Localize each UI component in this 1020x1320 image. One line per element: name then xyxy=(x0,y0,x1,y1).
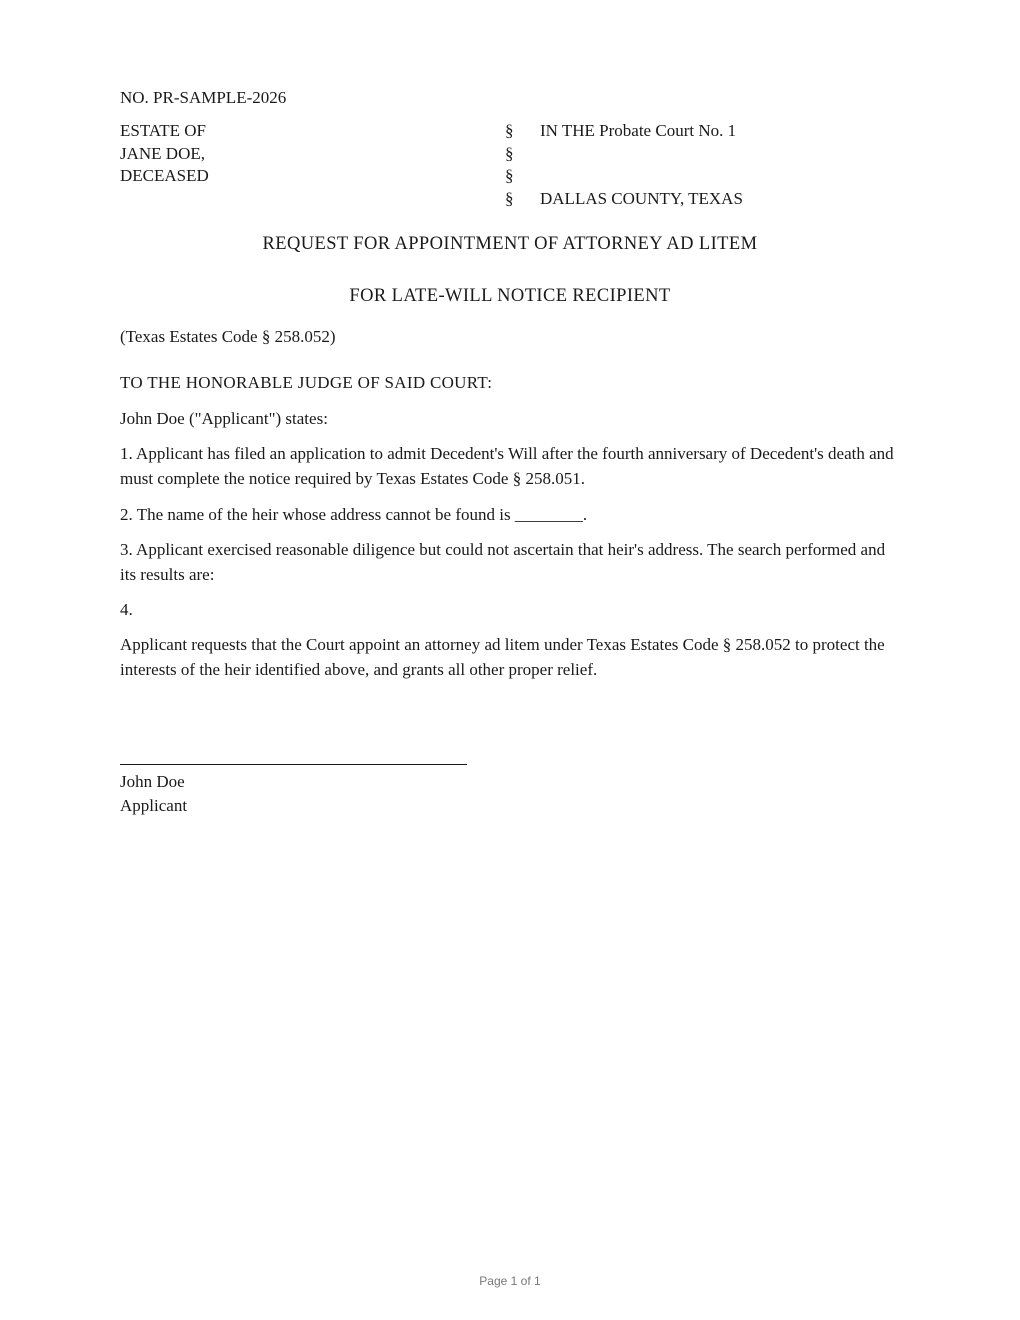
intro-statement: John Doe ("Applicant") states: xyxy=(120,409,328,428)
document-subtitle: FOR LATE-WILL NOTICE RECIPIENT xyxy=(349,286,671,306)
statute-reference: (Texas Estates Code § 258.052) xyxy=(120,327,336,346)
signatory-name: John Doe xyxy=(120,772,185,791)
section-mark: § xyxy=(505,166,514,185)
salutation: TO THE HONORABLE JUDGE OF SAID COURT: xyxy=(120,373,493,392)
court-name: IN THE Probate Court No. 1 xyxy=(540,121,737,140)
caption-right-line xyxy=(540,165,743,188)
caption-right-line xyxy=(540,143,743,166)
caption-court-info xyxy=(540,120,743,210)
caption-left-line: DECEASED xyxy=(120,166,209,185)
caption-left-line: ESTATE OF xyxy=(120,121,207,140)
caption-left-line: JANE DOE, xyxy=(120,143,205,163)
page-number-footer: Page 1 of 1 xyxy=(479,1274,541,1288)
paragraph-2: 2. The name of the heir whose address cannot be found is ________. xyxy=(120,505,588,524)
caption-section-marks xyxy=(505,120,514,210)
section-mark: § xyxy=(505,143,514,163)
signatory-role: Applicant xyxy=(120,796,188,815)
caption-estate-name xyxy=(120,120,209,188)
document-title: REQUEST FOR APPOINTMENT OF ATTORNEY AD LITEM xyxy=(262,234,758,254)
signature-line xyxy=(120,764,467,765)
section-mark: § xyxy=(505,188,514,208)
paragraph-3: 3. Applicant exercised reasonable diligence but could not ascertain that heir's address. The search performed and its results are: xyxy=(120,540,886,584)
court-county: DALLAS COUNTY, TEXAS xyxy=(540,188,743,208)
paragraph-4: 4. xyxy=(120,600,133,619)
prayer-for-relief: Applicant requests that the Court appoint an attorney ad litem under Texas Estates Code § 258.052 to protect the interests of the heir identified above, and grants all other proper relief. xyxy=(120,635,885,679)
section-mark: § xyxy=(505,121,514,140)
paragraph-1: 1. Applicant has filed an application to admit Decedent's Will after the fourth anniversary of Decedent's death and must complete the notice required by Texas Estates Code § 258.051. xyxy=(120,444,894,488)
cause-number: NO. PR-SAMPLE-2026 xyxy=(120,88,287,107)
